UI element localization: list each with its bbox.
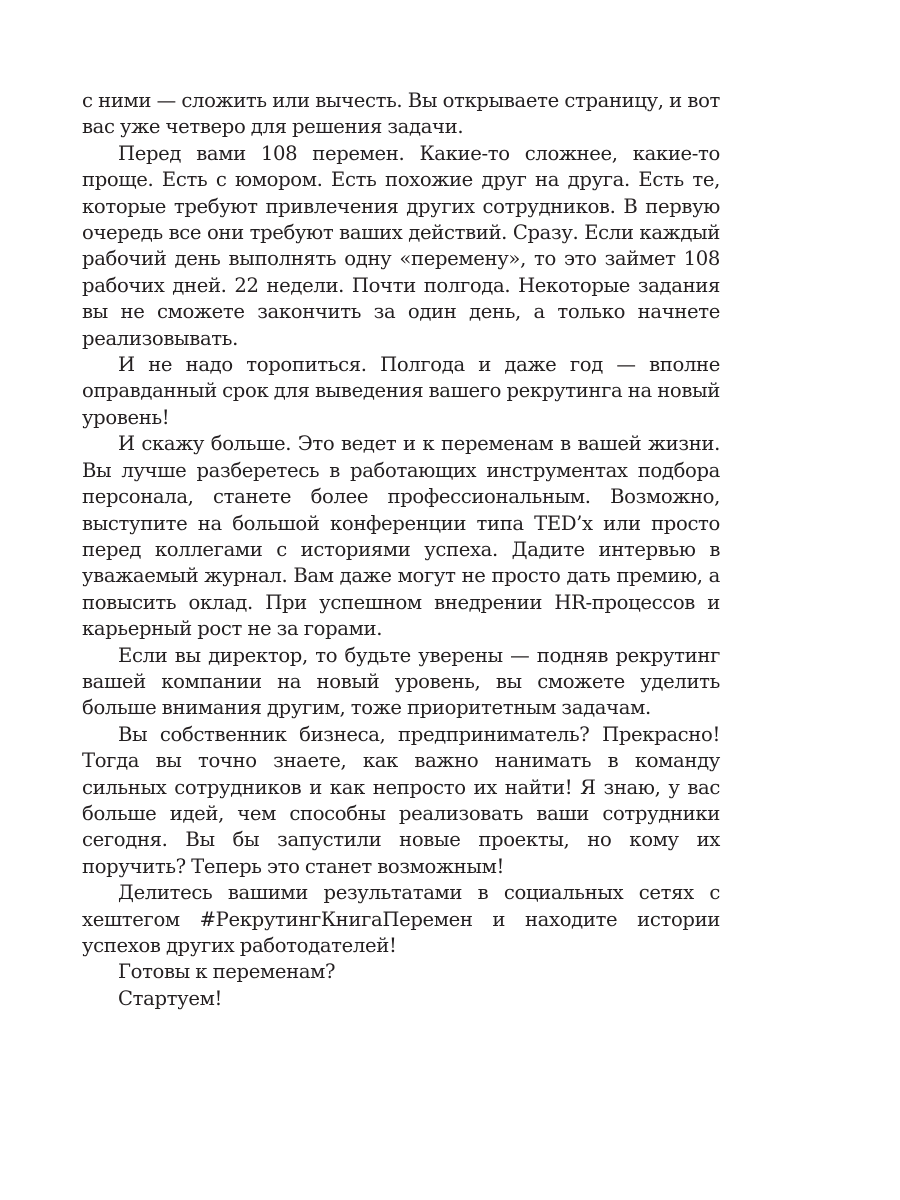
paragraph-share-results: Делитесь вашими результатами в социальных сетях с хештегом #РекрутингКнигаПеремен и находите истории успехов других работодателей!	[82, 881, 720, 957]
paragraph-ready: Готовы к переменам?	[118, 960, 336, 984]
book-page-body	[82, 88, 720, 1012]
paragraph-director: Если вы директор, то будьте уверены — подняв рекрутинг вашей компании на новый уровень, вы сможете уделить больше внимания другим, тоже приоритетным задачам.	[82, 643, 720, 720]
paragraph-108-changes: Перед вами 108 перемен. Какие-то сложнее, какие-то проще. Есть с юмором. Есть похожие друг на друга. Есть те, которые требуют привлечения других сотрудников. В первую очередь все они требуют ваших действий. Сразу. Если каждый рабочий день выполнять одну «перемену», то это займет 108 рабочих дней. 22 недели. Почти полгода. Некоторые задания вы не сможете закончить за один день, а только начнете реализовывать.	[82, 141, 720, 350]
paragraph-business-owner: Вы собственник бизнеса, предприниматель? Прекрасно! Тогда вы точно знаете, как важно нанимать в команду сильных сотрудников и как непросто их найти! Я знаю, у вас больше идей, чем способны реализовать ваши сотрудники сегодня. Вы бы запустили новые проекты, но кому их поручить? Теперь это станет возможным!	[82, 722, 720, 878]
paragraph-continuation: с ними — сложить или вычесть. Вы открываете страницу, и вот вас уже четверо для решения задачи.	[82, 89, 720, 139]
paragraph-no-rush: И не надо торопиться. Полгода и даже год — вполне оправданный срок для выведения вашего рекрутинга на новый уровень!	[82, 353, 720, 429]
paragraph-life-changes: И скажу больше. Это ведет и к переменам в вашей жизни. Вы лучше разберетесь в работающих инструментах подбора персонала, станете более профессиональным. Возможно, выступите на большой конференции типа TED’x или просто перед коллегами с историями успеха. Дадите интервью в уважаемый журнал. Вам даже могут не просто дать премию, а повысить оклад. При успешном внедрении HR-процессов и карьерный рост не за горами.	[82, 432, 720, 641]
paragraph-start: Стартуем!	[118, 986, 222, 1010]
